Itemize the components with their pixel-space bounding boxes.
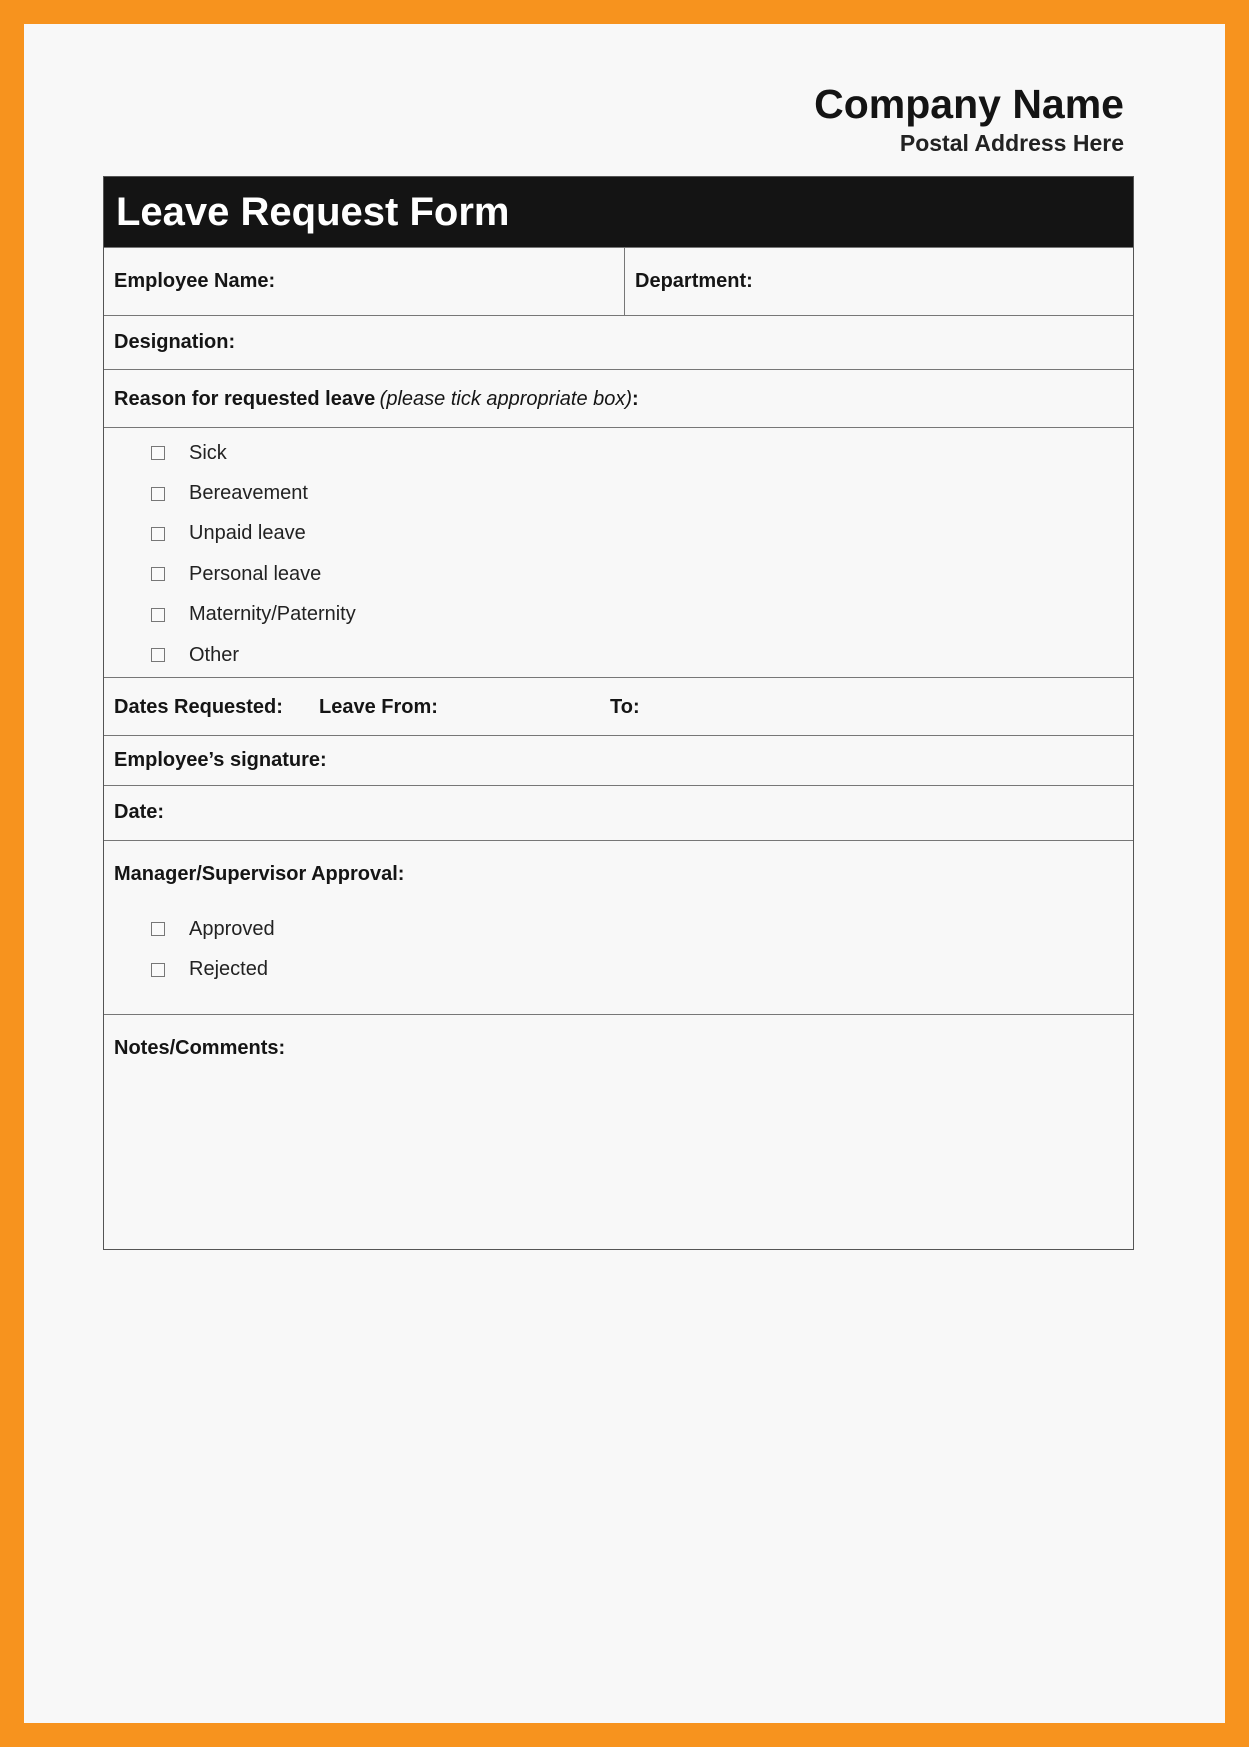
designation-label: Designation:	[114, 331, 236, 353]
designation-row[interactable]	[104, 315, 1133, 369]
option-label: Approved	[189, 917, 275, 940]
option-label: Other	[189, 643, 240, 666]
company-header	[814, 80, 1124, 158]
employee-name-field[interactable]	[104, 248, 624, 315]
option-personal-leave[interactable]	[104, 554, 1133, 594]
option-approved[interactable]	[104, 909, 1133, 949]
reason-header-row	[104, 369, 1133, 427]
approval-header	[104, 863, 1133, 909]
option-label: Personal leave	[189, 562, 322, 585]
option-bereavement[interactable]	[104, 473, 1133, 513]
signature-field[interactable]	[104, 736, 1133, 785]
leave-from-label[interactable]: Leave From:	[319, 696, 438, 718]
designation-field[interactable]	[104, 316, 1133, 369]
company-name: Company Name	[814, 81, 1124, 127]
option-label: Bereavement	[189, 482, 308, 505]
approval-row	[104, 840, 1133, 1014]
option-other[interactable]	[104, 635, 1133, 675]
option-label: Unpaid leave	[189, 522, 306, 545]
department-field[interactable]	[624, 248, 1133, 315]
checkbox-icon[interactable]	[151, 527, 165, 541]
checkbox-icon[interactable]	[151, 608, 165, 622]
notes-label: Notes/Comments:	[114, 1037, 286, 1059]
leave-to-label[interactable]: To:	[610, 696, 640, 718]
date-label: Date:	[114, 801, 165, 823]
date-field[interactable]	[104, 786, 1133, 840]
option-sick[interactable]	[104, 433, 1133, 473]
option-rejected[interactable]	[104, 949, 1133, 989]
checkbox-icon[interactable]	[151, 567, 165, 581]
dates-cell	[104, 678, 1133, 735]
employee-name-label: Employee Name:	[114, 270, 276, 292]
dates-row	[104, 677, 1133, 735]
checkbox-icon[interactable]	[151, 922, 165, 936]
signature-row[interactable]	[104, 735, 1133, 785]
notes-row[interactable]	[104, 1014, 1133, 1249]
reason-hint: (please tick appropriate box)	[379, 388, 633, 410]
checkbox-icon[interactable]	[151, 487, 165, 501]
reason-label: Reason for requested leave	[114, 388, 376, 410]
option-label: Rejected	[189, 958, 268, 981]
department-label: Department:	[635, 270, 753, 292]
option-label: Maternity/Paternity	[189, 603, 356, 626]
signature-label: Employee’s signature:	[114, 749, 327, 771]
reason-colon: :	[632, 388, 639, 410]
approval-label: Manager/Supervisor Approval:	[114, 863, 405, 885]
date-row[interactable]	[104, 785, 1133, 840]
form-title: Leave Request Form	[104, 177, 1133, 247]
option-maternity-paternity[interactable]	[104, 595, 1133, 635]
reason-options-row	[104, 427, 1133, 677]
reason-header-cell	[104, 370, 1133, 427]
checkbox-icon[interactable]	[151, 963, 165, 977]
option-unpaid-leave[interactable]	[104, 514, 1133, 554]
leave-request-form	[103, 176, 1134, 1250]
checkbox-icon[interactable]	[151, 648, 165, 662]
employee-department-row	[104, 247, 1133, 315]
checkbox-icon[interactable]	[151, 446, 165, 460]
dates-requested-label: Dates Requested:	[114, 696, 283, 718]
notes-field[interactable]	[104, 1015, 1133, 1249]
company-address: Postal Address Here	[899, 130, 1124, 156]
form-sheet	[24, 24, 1225, 1723]
option-label: Sick	[189, 441, 227, 464]
